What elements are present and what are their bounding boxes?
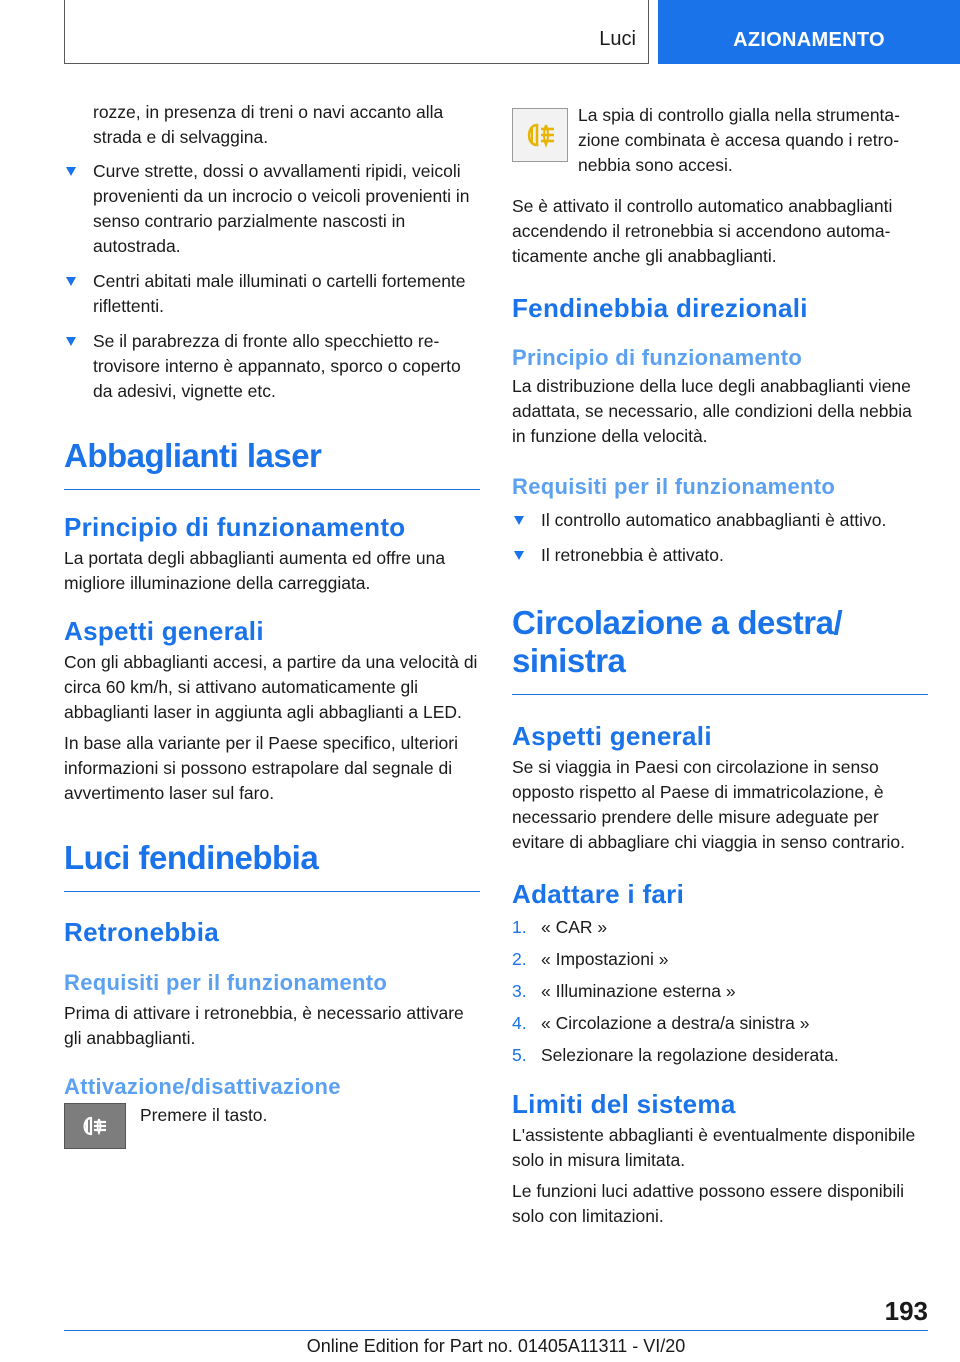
rear-fog-light-indicator-icon [512, 108, 568, 162]
steps-list [512, 915, 928, 1068]
list-item: 3. « Illuminazione esterna » [512, 981, 736, 1001]
paragraph-requisiti-retronebbia: Prima di attivare i retronebbia, è necessario attivare gli anabbaglianti. [64, 1003, 464, 1048]
footer-edition: Online Edition for Part no. 01405A11311 - VI/20 [306, 1336, 686, 1356]
heading-principio-laser: Principio di funzionamento [64, 512, 406, 542]
footer-divider [64, 1330, 928, 1331]
continued-bullet-text: rozze, in presenza di treni o navi accanto alla strada e di selvaggina. [93, 102, 444, 147]
heading-adattare-fari: Adattare i fari [512, 879, 685, 909]
heading-circolazione: Circolazione a destra/ sinistra [512, 604, 928, 695]
paragraph-limiti-2: Le funzioni luci adattive possono essere disponibili solo con limitazioni. [512, 1181, 905, 1226]
heading-requisiti-retronebbia: Requisiti per il funzionamento [64, 970, 388, 995]
heading-principio-direzionali: Principio di funzionamento [512, 345, 803, 370]
list-item: 5. Selezionare la regolazione desiderata. [512, 1045, 839, 1065]
heading-aspetti-circolazione: Aspetti generali [512, 721, 712, 751]
triangle-bullet-icon [66, 337, 76, 346]
list-item: 4. « Circolazione a destra/a sinistra » [512, 1013, 810, 1033]
triangle-bullet-icon [514, 516, 524, 525]
list-item: Il retronebbia è attivato. [512, 543, 928, 568]
heading-limiti: Limiti del sistema [512, 1089, 736, 1119]
header-section-title: Luci [599, 28, 636, 50]
heading-retronebbia: Retronebbia [64, 917, 219, 947]
left-column [64, 100, 480, 1149]
paragraph-premere: Premere il tasto. [140, 1105, 268, 1125]
heading-fendinebbia-direzionali: Fendinebbia direzionali [512, 293, 808, 323]
paragraph-aspetti-1: Con gli abbaglianti accesi, a partire da una velocità di circa 60 km/h, si attivano automaticamente gli abbaglianti laser in aggiunta agli abbaglianti a LED. [64, 652, 478, 722]
paragraph-aspetti-2: In base alla variante per il Paese specifico, ulteriori informazioni si possono estrapolare dal segnale di avvertimento laser sul faro. [64, 733, 458, 803]
page-number: 193 [884, 1296, 928, 1326]
triangle-bullet-icon [66, 167, 76, 176]
heading-abbaglianti-laser: Abbaglianti laser [64, 437, 480, 490]
triangle-bullet-icon [514, 551, 524, 560]
right-column [512, 100, 928, 1229]
list-item: Il controllo automatico anabbaglianti è attivo. [512, 508, 928, 533]
list-item: 1. « CAR » [512, 917, 608, 937]
heading-luci-fendinebbia: Luci fendinebbia [64, 839, 480, 892]
list-item: Centri abitati male illuminati o cartelli fortemente riflettenti. [64, 269, 480, 319]
paragraph-principio-laser: La portata degli abbaglianti aumenta ed offre una migliore illuminazione della carreggiata. [64, 548, 446, 593]
paragraph-spia: La spia di controllo gialla nella strumentazione combinata è accesa quando i retronebbia sono accesi. [578, 105, 900, 175]
triangle-bullet-icon [66, 277, 76, 286]
heading-requisiti-direzionali: Requisiti per il funzionamento [512, 474, 836, 499]
running-header-box [64, 0, 649, 64]
paragraph-aspetti-circolazione: Se si viaggia in Paesi con circolazione in senso opposto rispetto al Paese di immatricolazione, è necessario prendere delle misure adeguate per evitare di abbagliare chi viaggia in senso contrario. [512, 757, 906, 852]
rear-fog-light-button-icon [64, 1103, 126, 1149]
heading-attivazione: Attivazione/disattivazione [64, 1074, 341, 1099]
list-item: Se il parabrezza di fronte allo specchietto retrovisore interno è appannato, sporco o coperto da adesivi, vignette etc. [64, 329, 480, 404]
list-item: Curve strette, dossi o avvallamenti ripidi, veicoli provenienti da un incrocio o veicoli provenienti in senso contrario parzialmente nascosti in autostrada. [64, 159, 480, 259]
requirements-list [512, 508, 928, 568]
list-item: 2. « Impostazioni » [512, 949, 669, 969]
heading-aspetti-laser: Aspetti generali [64, 616, 264, 646]
paragraph-limiti-1: L'assistente abbaglianti è eventualmente disponibile solo in misura limitata. [512, 1125, 916, 1170]
header-chapter-tab: AZIONAMENTO [658, 0, 960, 64]
paragraph-principio-direzionali: La distribuzione della luce degli anabbaglianti viene adattata, se necessario, alle condizioni della nebbia in funzione della velocità. [512, 376, 912, 446]
button-instruction [64, 1103, 480, 1149]
conditions-list [64, 159, 480, 404]
paragraph-attivato: Se è attivato il controllo automatico anabbaglianti accendendo il retronebbia si accendono automaticamente anche gli anabbaglianti. [512, 196, 893, 266]
indicator-instruction [512, 100, 928, 178]
